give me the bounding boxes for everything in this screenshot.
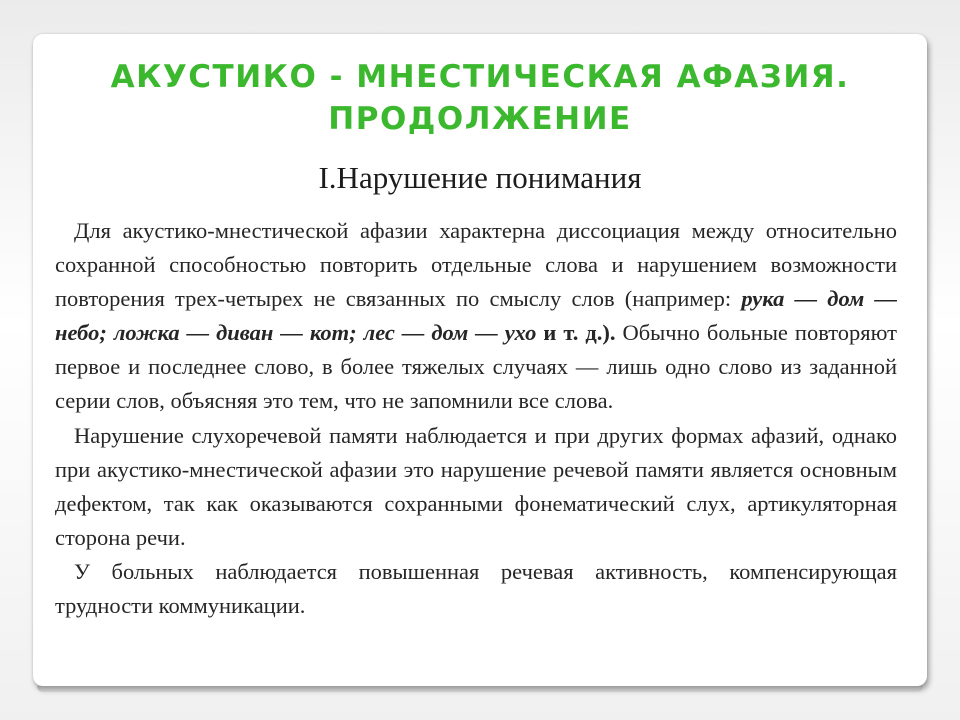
body-text: [55, 214, 897, 623]
slide-card: [33, 34, 927, 686]
slide-title-line-1: АКУСТИКО - МНЕСТИЧЕСКАЯ АФАЗИЯ.: [110, 59, 850, 95]
paragraph-1: [55, 214, 897, 419]
paragraph-3: У больных наблюдается повышенная речевая активность, компенсирующая трудности коммуникации.: [55, 558, 897, 619]
paragraph-1-example: рука — дом — небо; ложка — диван — кот; лес — дом — ухо: [55, 286, 897, 346]
paragraph-2: Нарушение слухоречевой памяти наблюдается и при других формах афазий, однако при акустико-мнестической афазии это нарушение речевой памяти является основным дефектом, так как оказываются сохранными фонематический слух, артикуляторная сторона речи.: [55, 422, 897, 550]
paragraph-1-text-b: Обычно больные повторяют первое и последнее слово, в более тяжелых случаях — лишь одно слово из заданной серии слов, объясняя это тем, что не запомнили все слова.: [55, 320, 897, 414]
slide-title-line-2: ПРОДОЛЖЕНИЕ: [328, 101, 632, 137]
slide-title: [33, 56, 927, 140]
slide-subtitle: I.Нарушение понимания: [318, 160, 642, 195]
paragraph-1-example-tail: и т. д.).: [536, 320, 616, 346]
paragraph-1-text-a: Для акустико-мнестической афазии характерна диссоциация между относительно сохранной способностью повторить отдельные слова и нарушением возможности повторения трех-четырех не связанных по смыслу слов (например:: [55, 218, 897, 312]
